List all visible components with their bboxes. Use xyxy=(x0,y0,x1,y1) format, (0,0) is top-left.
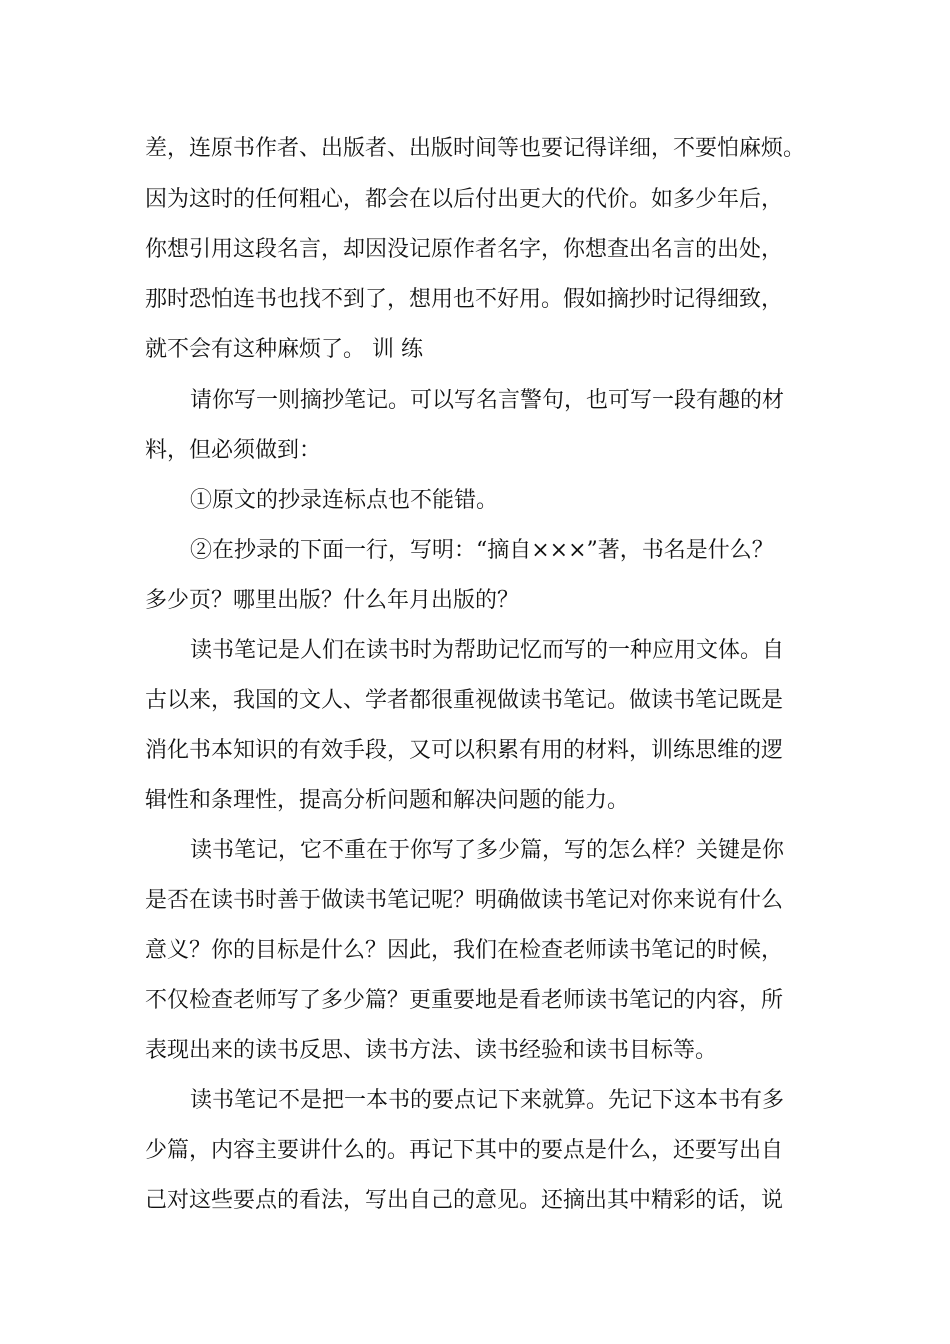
text-line: 己对这些要点的看法，写出自己的意见。还摘出其中精彩的话，说 xyxy=(145,1188,784,1213)
text-line: 就不会有这种麻烦了。 训 练 xyxy=(145,337,423,362)
text-line: 少篇，内容主要讲什么的。再记下其中的要点是什么，还要写出自 xyxy=(145,1138,784,1163)
text-line: 多少页？哪里出版？什么年月出版的？ xyxy=(145,588,520,613)
text-line: 因为这时的任何粗心，都会在以后付出更大的代价。如多少年后， xyxy=(145,187,784,212)
text-line: 读书笔记是人们在读书时为帮助记忆而写的一种应用文体。自 xyxy=(190,638,785,663)
text-line: 料，但必须做到： xyxy=(145,438,322,463)
text-line: 辑性和条理性，提高分析问题和解决问题的能力。 xyxy=(145,788,630,813)
text-line: 表现出来的读书反思、读书方法、读书经验和读书目标等。 xyxy=(145,1038,718,1063)
text-line: 古以来，我国的文人、学者都很重视做读书笔记。做读书笔记既是 xyxy=(145,688,784,713)
text-line: 读书笔记，它不重在于你写了多少篇，写的怎么样？关键是你 xyxy=(190,838,785,863)
text-line: 你想引用这段名言，却因没记原作者名字，你想查出名言的出处， xyxy=(145,237,784,262)
text-line: 不仅检查老师写了多少篇？更重要地是看老师读书笔记的内容，所 xyxy=(145,988,784,1013)
text-line: 是否在读书时善于做读书笔记呢？明确做读书笔记对你来说有什么 xyxy=(145,888,784,913)
text-line: 请你写一则摘抄笔记。可以写名言警句，也可写一段有趣的材 xyxy=(190,388,785,413)
text-line: 读书笔记不是把一本书的要点记下来就算。先记下这本书有多 xyxy=(190,1088,785,1113)
text-line: ①原文的抄录连标点也不能错。 xyxy=(190,488,499,513)
text-line: ②在抄录的下面一行，写明：“摘自×××”著，书名是什么？ xyxy=(190,538,774,563)
text-line: 消化书本知识的有效手段，又可以积累有用的材料，训练思维的逻 xyxy=(145,738,784,763)
text-line: 意义？你的目标是什么？因此，我们在检查老师读书笔记的时候， xyxy=(145,938,784,963)
text-line: 那时恐怕连书也找不到了，想用也不好用。假如摘抄时记得细致， xyxy=(145,287,784,312)
text-line: 差，连原书作者、出版者、出版时间等也要记得详细，不要怕麻烦。 xyxy=(145,136,806,161)
